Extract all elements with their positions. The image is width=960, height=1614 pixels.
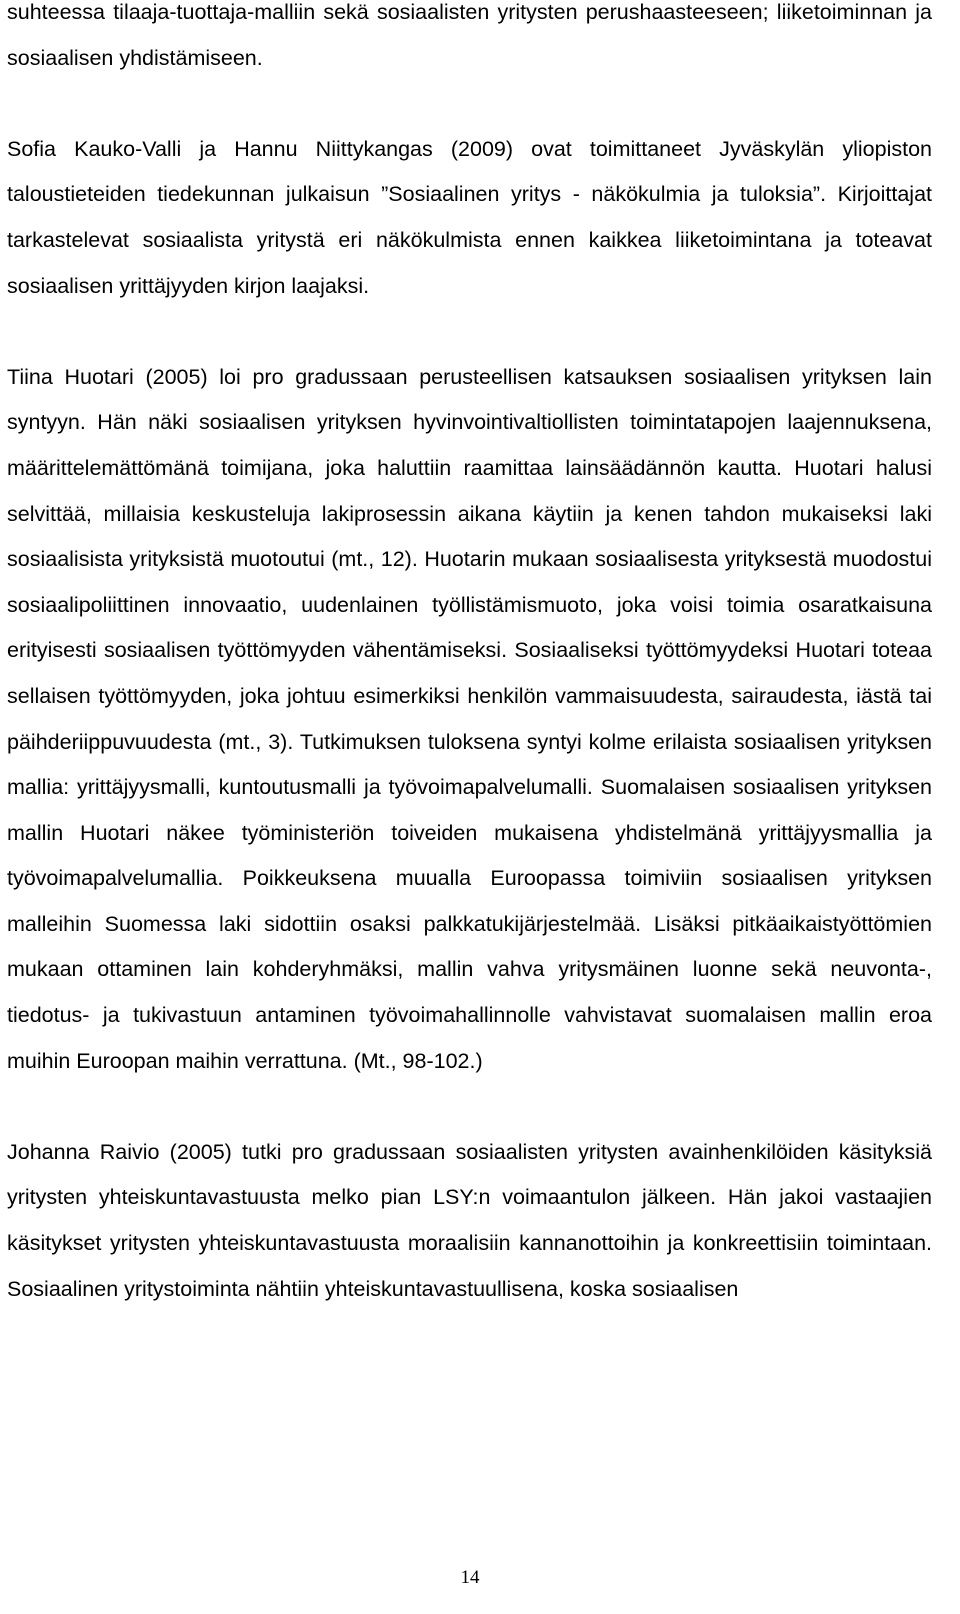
paragraph-kauko-valli: Sofia Kauko-Valli ja Hannu Niittykangas (2009) ovat toimittaneet Jyväskylän yliopiston taloustieteiden tiedekunnan julkaisun ”Sosiaalinen yritys - näkökulmia ja tuloksia”. Kirjoittajat tarkastelevat sosiaalista yritystä eri näkökulmista ennen kaikkea liiketoimintana ja toteavat sosiaalisen yrittäjyyden kirjon laajaksi. (7, 136, 932, 298)
document-page (7, 0, 932, 1312)
page-number: 14 (460, 1567, 480, 1588)
paragraph-raivio: Johanna Raivio (2005) tutki pro gradussaan sosiaalisten yritysten avainhenkilöiden käsityksiä yritysten yhteiskuntavastuusta melko pian LSY:n voimaantulon jälkeen. Hän jakoi vastaajien käsitykset yritysten yhteiskuntavastuusta moraalisiin kannanottoihin ja konkreettisiin toimintaan. Sosiaalinen yritystoiminta nähtiin yhteiskuntavastuullisena, koska sosiaalisen (7, 1139, 932, 1301)
paragraph-intro: suhteessa tilaaja-tuottaja-malliin sekä sosiaalisten yritysten perushaasteeseen; liiketoiminnan ja sosiaalisen yhdistämiseen. (7, 0, 932, 70)
paragraph-huotari: Tiina Huotari (2005) loi pro gradussaan perusteellisen katsauksen sosiaalisen yrityksen lain syntyyn. Hän näki sosiaalisen yrityksen hyvinvointivaltiollisten toimintatapojen laajennuksena, määrittelemättömänä toimijana, joka haluttiin raamittaa lainsäädännön kautta. Huotari halusi selvittää, millaisia keskusteluja lakiprosessin aikana käytiin ja kenen tahdon mukaiseksi laki sosiaalisista yrityksistä muotoutui (mt., 12). Huotarin mukaan sosiaalisesta yrityksestä muodostui sosiaalipoliittinen innovaatio, uudenlainen työllistämismuoto, joka voisi toimia osaratkaisuna erityisesti sosiaalisen työttömyyden vähentämiseksi. Sosiaaliseksi työttömyydeksi Huotari toteaa sellaisen työttömyyden, joka johtuu esimerkiksi henkilön vammaisuudesta, sairaudesta, iästä tai päihderiippuvuudesta (mt., 3). Tutkimuksen tuloksena syntyi kolme erilaista sosiaalisen yrityksen mallia: yrittäjyysmalli, kuntoutusmalli ja työvoimapalvelumalli. Suomalaisen sosiaalisen yrityksen mallin Huotari näkee työministeriön toiveiden mukaisena yhdistelmänä yrittäjyysmallia ja työvoimapalvelumallia. Poikkeuksena muualla Euroopassa toimiviin sosiaalisen yrityksen malleihin Suomessa laki sidottiin osaksi palkkatukijärjestelmää. Lisäksi pitkäaikaistyöttömien mukaan ottaminen lain kohderyhmäksi, mallin vahva yritysmäinen luonne sekä neuvonta-, tiedotus- ja tukivastuun antaminen työvoimahallinnolle vahvistavat suomalaisen mallin eroa muihin Euroopan maihin verrattuna. (Mt., 98-102.) (7, 364, 932, 1073)
